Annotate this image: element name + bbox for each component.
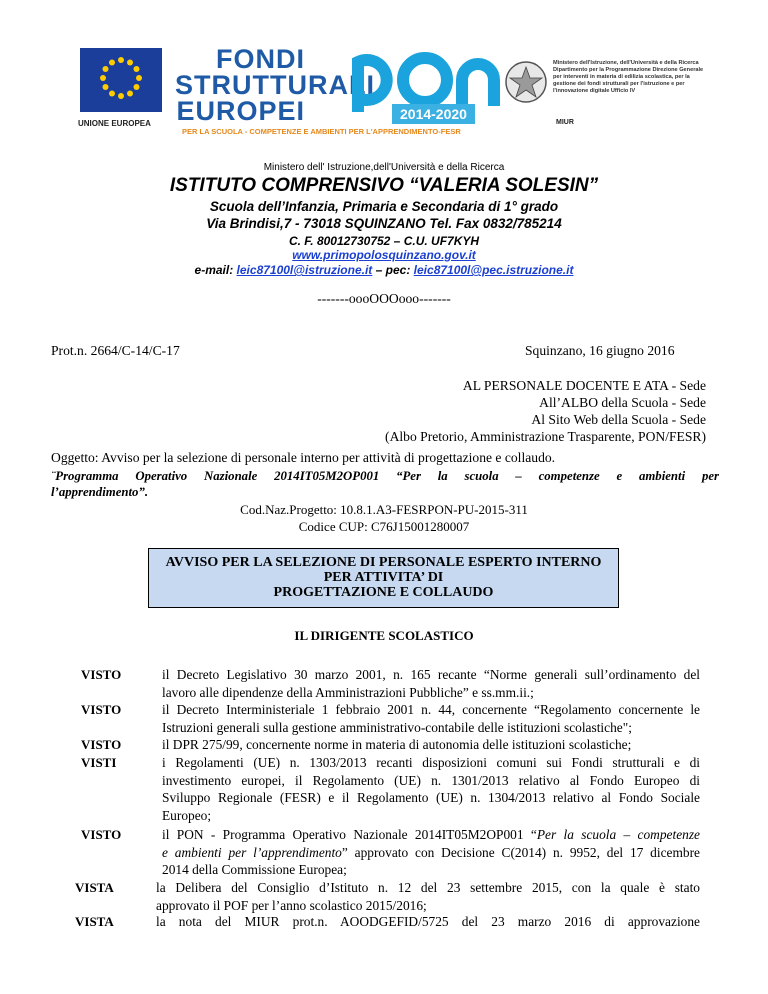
title-line: AVVISO PER LA SELEZIONE DI PERSONALE ESPERTO INTERNO [165,555,602,570]
title-box [148,548,619,608]
pon-subtitle: PER LA SCUOLA - COMPETENZE E AMBIENTI PER L'APPRENDIMENTO-FESR [182,127,461,136]
subject: Oggetto: Avviso per la selezione di personale interno per attività di progettazione e collaudo. [51,450,556,465]
title-line: PER ATTIVITA’ DI [323,570,444,585]
eu-stars-icon [100,57,142,99]
recipient: AL PERSONALE DOCENTE E ATA - Sede [462,378,706,393]
project-code: Cod.Naz.Progetto: 10.8.1.A3-FESRPON-PU-2015-311 [240,502,528,517]
premessa-label: VISTO [81,667,122,682]
separator: -------oooOOOooo------- [317,291,451,306]
miur-label: MIUR [556,119,574,126]
pon-years: 2014-2020 [392,104,475,124]
eu-flag-logo [80,48,162,112]
premessa-text: la Delibera del Consiglio d’Istituto n. 12 del 23 settembre 2015, con la quale è stato approvato il POF per l’anno scolastico 2015/2016; [156,880,700,913]
recipient: All’ALBO della Scuola - Sede [539,395,706,410]
fondi-strutturali-logo [175,44,375,126]
premessa-text: il DPR 275/99, concernente norme in materia di autonomia delle istituzioni scolastiche; [162,737,632,752]
istituto-name: ISTITUTO COMPRENSIVO “VALERIA SOLESIN” [169,175,599,196]
eu-label: UNIONE EUROPEA [78,119,151,128]
fondi-line: FONDI [216,44,305,74]
recipient: Al Sito Web della Scuola - Sede [531,412,706,427]
pec-label: – pec: [372,263,414,277]
email-line [0,263,768,277]
programma-line-1: ¨Programma Operativo Nazionale 2014IT05M2OP001 “Per la scuola – competenze e ambienti per [51,469,719,483]
email-link[interactable]: leic87100l@istruzione.it [236,263,373,277]
premessa-label: VISTO [81,702,122,717]
italian-emblem-icon [504,60,548,104]
premessa-text: la nota del MIUR prot.n. AOODGEFID/5725 del 23 marzo 2016 di approvazione [156,914,700,929]
premessa-label: VISTA [75,914,114,929]
cup-code: Codice CUP: C76J15001280007 [298,519,470,534]
protocol-number: Prot.n. 2664/C-14/C-17 [51,343,180,358]
recipients [385,377,706,445]
recipient: (Albo Pretorio, Amministrazione Trasparente, PON/FESR) [385,429,706,444]
premessa-text: il PON - Programma Operativo Nazionale 2014IT05M2OP001 “Per la scuola – competenze e ambienti per l’apprendimento” approvato con Decisione C(2014) n. 9952, del 17 dicembre 2014 della Commissione Europea; [162,827,700,878]
email-label: e-mail: [194,263,237,277]
premessa-label: VISTO [81,737,122,752]
dirigente-heading: IL DIRIGENTE SCOLASTICO [294,628,474,643]
fondi-line: STRUTTURALI [175,70,375,100]
ministero-line: Ministero dell' Istruzione,dell'Università e della Ricerca [263,162,505,173]
website-link[interactable]: www.primopolosquinzano.gov.it [292,248,476,262]
premessa-label: VISTO [81,827,122,842]
premessa-text: il Decreto Interministeriale 1 febbraio 2001 n. 44, concernente “Regolamento concernente le Istruzioni generali sulla gestione amministrativo-contabile delle istituzioni scolastiche"; [162,702,700,735]
codes-line: C. F. 80012730752 – C.U. UF7KYH [288,234,480,248]
miur-description: Ministero dell'Istruzione, dell'Università e della Ricerca Dipartimento per la Programmazione Direzione Generale per interventi in materia di edilizia scolastica, per la gestione dei fondi strutturali per l'istruzione e per l'innovazione digitale Ufficio IV [553,60,704,94]
scuola-line: Scuola dell’Infanzia, Primaria e Secondaria di 1° grado [209,199,559,214]
premessa-text: il Decreto Legislativo 30 marzo 2001, n. 165 recante “Norme generali sull’ordinamento del lavoro alle dipendenze della Amministrazioni Pubbliche” e ss.mm.ii.; [162,667,700,700]
pon-logo [350,44,500,134]
premessa-label: VISTA [75,880,114,895]
document-date: Squinzano, 16 giugno 2016 [525,343,675,358]
programma-line-2: l’apprendimento”. [51,485,149,499]
title-line: PROGETTAZIONE E COLLAUDO [273,585,494,600]
fondi-line: EUROPEI [176,96,305,126]
premessa-text: i Regolamenti (UE) n. 1303/2013 recanti disposizioni comuni sui Fondi strutturali e di investimento europei, il Regolamento (UE) n. 1301/2013 relativo al Fondo Europeo di Sviluppo Regionale (FESR) e il Regolamento (UE) n. 1304/2013 relativo al Fondo Sociale Europeo; [162,755,700,823]
premessa-label: VISTI [81,755,117,770]
pec-link[interactable]: leic87100l@pec.istruzione.it [413,263,574,277]
address-line: Via Brindisi,7 - 73018 SQUINZANO Tel. Fax 0832/785214 [206,216,562,231]
